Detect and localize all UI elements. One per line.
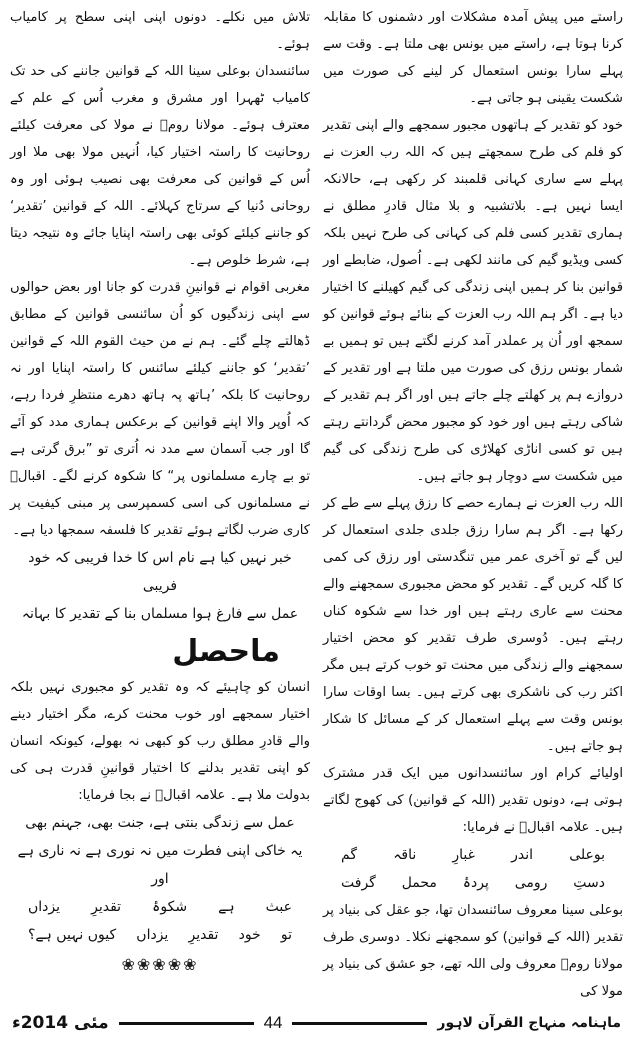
paragraph: راستے میں پیش آمدہ مشکلات اور دشمنوں کا مقابلہ کرنا ہوتا ہے، راستے میں بونس بھی ملتا ہے۔ وقت سے پہلے سارا بونس استعمال کر لینے کی صورت میں شکست یقینی ہو جاتی ہے۔	[323, 10, 623, 106]
poem-connector: اور	[151, 871, 169, 887]
footer-rule	[292, 1022, 427, 1025]
paragraph: اولیائے کرام اور سائنسدانوں میں ایک قدر مشترک ہوتی ہے، دونوں تقدیر (اللہ کے قوانین) کی کھوج لگاتے ہیں۔ علامہ اقبالؒ نے فرمایا:	[323, 766, 623, 835]
poem-line: تو خود تقدیرِ یزداں کیوں نہیں ہے؟	[28, 927, 292, 943]
paragraph: اللہ رب العزت نے ہمارے حصے کا رزق پہلے سے طے کر رکھا ہے۔ اگر ہم سارا رزق جلدی جلدی استعمال کر لیں گے تو آخری عمر میں تنگدستی اور رزق کی کمی کا گلہ کریں گے۔ تقدیر کو محض مجبوری سمجھنے والے محنت سے عاری رہتے ہیں اور خدا سے شکوہ کناں رہتے ہیں۔ دُوسری طرف تقدیر کو محض اختیار سمجھنے والے زندگی میں محنت تو خوب کرتے ہیں مگر اکثر رب کی ناشکری بھی کرتے ہیں۔ بسا اوقات سارا بونس وقت سے پہلے استعمال کر کے مسائل کا شکار ہو جاتے ہیں۔	[323, 496, 623, 754]
left-column	[10, 4, 310, 1004]
poem-line: خبر نہیں کیا ہے نام اس کا خدا فریبی کہ خود فریبی	[28, 550, 292, 594]
page-number: 44	[263, 1013, 283, 1032]
paragraph: مغربی اقوام نے قوانینِ قدرت کو جانا اور بعض حوالوں سے اپنی زندگیوں کو اُن سائنسی قوانین کے مطابق ڈھالتے چلے گئے۔ ہم نے من حیث القوم اللہ کے قوانین ’تقدیر‘ کو جاننے کیلئے سائنس کا راستہ اپنایا اور نہ روحانیت کا بلکہ ’ہاتھ پہ ہاتھ دھرے منتظرِ فردا رہے، کہ اُوپر والا اپنے قوانین کے برعکس ہماری مدد کو آئے گا اور جب آسمان سے مدد نہ اُتری تو ”برق گرتی ہے تو بے چارے مسلمانوں پر“ کا شکوہ کرنے لگے۔ اقبالؒ نے مسلمانوں کی اسی کسمپرسی پر مبنی کیفیت پر کاری ضرب لگاتے ہوئے تقدیر کا فلسفہ سمجھا دیا ہے۔	[10, 280, 310, 538]
magazine-name: ماہنامہ منہاج القرآن لاہور	[437, 1015, 622, 1031]
poem-line: یہ خاکی اپنی فطرت میں نہ نوری ہے نہ ناری ہے	[17, 843, 303, 859]
paragraph: تلاش میں نکلے۔ دونوں اپنی اپنی سطح پر کامیاب ہوئے۔	[10, 10, 310, 52]
flower-ornament-icon: ❀❀❀❀❀	[121, 955, 199, 974]
issue-date: مئی 2014ء	[12, 1013, 109, 1033]
summary-paragraph: انسان کو چاہیئے کہ وہ تقدیر کو مجبوری نہیں بلکہ اختیار سمجھے اور خوب محنت کرے، مگر اختیار دینے والے قادرِ مطلق رب کو کبھی نہ بھولے، کیونکہ انسان کو اپنی تقدیر بدلنے کا اختیار قوانینِ قدرت ہی کی بدولت ملا ہے۔ علامہ اقبالؒ نے بجا فرمایا:	[10, 680, 310, 803]
verse-line: بوعلی اندر غبارِ ناقہ گم	[341, 847, 605, 863]
footer-rule	[119, 1022, 254, 1025]
paragraph: سائنسدان بوعلی سینا اللہ کے قوانین جاننے کی حد تک کامیاب ٹھہرا اور مشرق و مغرب اُس کے علم کے معترف ہوئے۔ مولانا رومؒ نے مولا کی معرفت کیلئے روحانیت کا راستہ اختیار کیا، اُنہیں مولا بھی ملا اور اُس کے قوانین کی معرفت بھی نصیب ہوئی اور وہ روحانی دُنیا کے سرتاج کہلائے۔ اللہ کے قوانین ’تقدیر‘ کو جاننے کیلئے کوئی بھی راستہ اپنایا جائے وہ نتیجہ دیتا ہے، شرط خلوص ہے۔	[10, 64, 310, 268]
poem-line: عمل سے زندگی بنتی ہے، جنت بھی، جہنم بھی	[25, 815, 295, 831]
paragraph: بوعلی سینا معروف سائنسدان تھا، جو عقل کی بنیاد پر تقدیر (اللہ کے قوانین) کو سمجھنے نکلا۔ دوسری طرف مولانا رومؒ معروف ولی اللہ تھے، جو عشق کی بنیاد پر مولا کی	[323, 903, 623, 999]
right-column	[323, 4, 623, 1004]
poem-line: عبث ہے شکوۂ تقدیرِ یزداں	[28, 899, 292, 915]
page-footer	[0, 1010, 633, 1036]
section-heading: ماحصل	[172, 634, 280, 669]
verse-line: دستِ رومی پردۂ محمل گرفت	[341, 875, 605, 891]
two-column-body	[10, 4, 623, 1004]
paragraph: خود کو تقدیر کے ہاتھوں مجبور سمجھے والے اپنی تقدیر کو فلم کی طرح سمجھتے ہیں کہ اللہ رب العزت نے پہلے سے ساری کہانی قلمبند کر رکھی ہے، حالانکہ ایسا نہیں ہے۔ بلاتشبیہ و بلا مثال قادرِ مطلق نے ہماری تقدیر کسی فلم کی کہانی کی طرح نہیں بلکہ کسی ویڈیو گیم کی مانند لکھی ہے۔ اُصول، ضابطے اور قوانین بنا کر ہمیں اپنی زندگی کی گیم کھیلنے کا اختیار دیا ہے۔ اگر ہم اللہ رب العزت کے بنائے ہوئے قوانین کو سمجھ اور اُن پر عملدر آمد کرنے لگتے ہیں تو ہمیں بے شمار بونس رزق کی صورت میں ملتا ہے اور تقدیر کے دروازے ہم پر کھلتے چلے جاتے ہیں اور اگر ہم تقدیر کے شاکی رہتے ہیں اور خود کو مجبور محض گردانتے رہتے ہیں تو کسی اناڑی کھلاڑی کی طرح زندگی کی گیم میں شکست سے دوچار ہو جاتے ہیں۔	[323, 118, 623, 484]
poem-line: عمل سے فارغ ہوا مسلماں بنا کے تقدیر کا بہانہ	[21, 606, 299, 622]
